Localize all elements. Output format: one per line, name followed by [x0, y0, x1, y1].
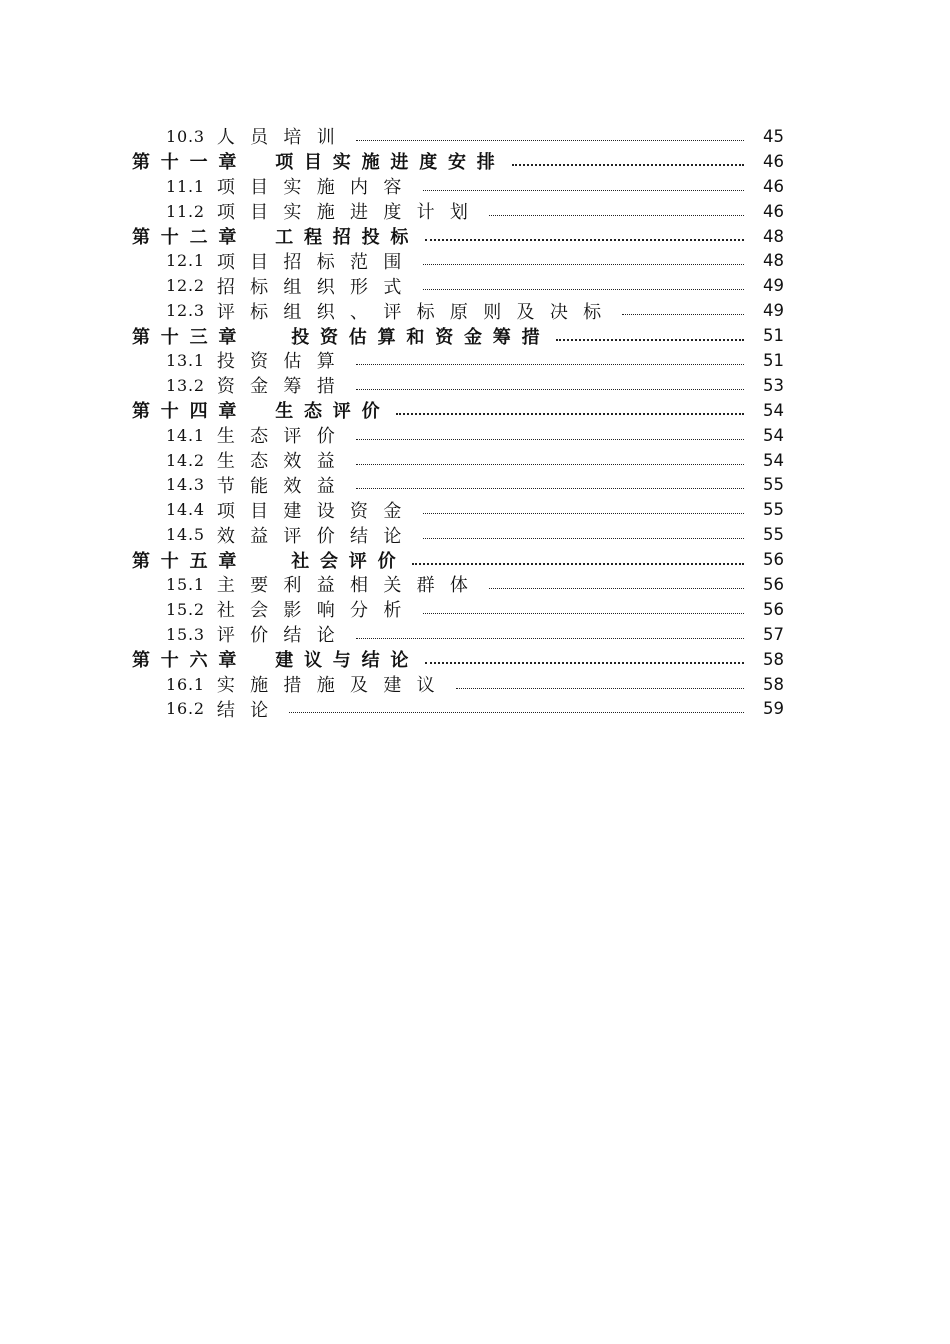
section-number: 11.2: [166, 201, 205, 221]
toc-page-number: 53: [763, 375, 784, 395]
dot-leader: [356, 124, 744, 149]
section-number: 15.2: [166, 599, 205, 619]
toc-page-number: 54: [763, 425, 784, 445]
toc-page-number: 55: [763, 525, 784, 545]
toc-page-number: 56: [763, 550, 784, 570]
toc-entry-text: 投资估算: [216, 351, 351, 373]
toc-entry-text: 项目招标范围: [216, 251, 417, 273]
dot-leader: [423, 497, 744, 522]
toc-entry-title: [132, 149, 506, 174]
toc-entry-title: [166, 174, 417, 199]
toc-entry-title: [166, 298, 616, 323]
toc-entry-title: [166, 622, 350, 647]
toc-entry-title: [166, 448, 350, 473]
chapter-number: 第十六章: [132, 650, 248, 672]
toc-page-number: 46: [763, 201, 784, 221]
toc-page-number: 51: [763, 326, 784, 346]
toc-entry-text: 投资估算和资金筹措: [291, 326, 551, 348]
toc-entry-text: 项目实施进度计划: [216, 202, 484, 224]
toc-entry-title: [132, 547, 406, 572]
dot-leader: [412, 547, 744, 572]
toc-entry-text: 结论: [216, 699, 284, 721]
section-number: 16.1: [166, 674, 205, 694]
toc-entry-title: [132, 323, 550, 348]
toc-section-entry[interactable]: [0, 248, 950, 273]
dot-leader: [556, 323, 744, 348]
section-number: 10.3: [166, 126, 205, 146]
toc-page-number: 48: [763, 226, 784, 246]
dot-leader: [425, 224, 744, 249]
dot-leader: [356, 448, 744, 473]
toc-entry-title: [166, 124, 350, 149]
section-number: 12.3: [166, 301, 205, 321]
section-number: 12.2: [166, 276, 205, 296]
dot-leader: [423, 248, 744, 273]
toc-entry-title: [132, 224, 419, 249]
toc-entry-title: [166, 696, 283, 721]
toc-page-number: 58: [763, 649, 784, 669]
toc-entry-title: [166, 597, 417, 622]
chapter-number: 第十一章: [132, 152, 248, 174]
dot-leader: [456, 672, 744, 697]
section-number: 14.5: [166, 525, 205, 545]
toc-entry-title: [166, 373, 350, 398]
toc-chapter-entry[interactable]: [0, 547, 950, 572]
toc-chapter-entry[interactable]: [0, 224, 950, 249]
toc-entry-text: 评价结论: [216, 625, 351, 647]
toc-section-entry[interactable]: [0, 597, 950, 622]
toc-page-number: 45: [763, 126, 784, 146]
section-number: 13.2: [166, 375, 205, 395]
dot-leader: [512, 149, 744, 174]
toc-entry-title: [166, 472, 350, 497]
dot-leader: [356, 373, 744, 398]
toc-entry-title: [132, 647, 419, 672]
toc-entry-text: 社会评价: [291, 550, 407, 572]
toc-entry-text: 社会影响分析: [216, 600, 417, 622]
chapter-number: 第十三章: [132, 326, 248, 348]
section-number: 16.2: [166, 699, 205, 719]
dot-leader: [356, 348, 744, 373]
dot-leader: [622, 298, 744, 323]
toc-chapter-entry[interactable]: [0, 398, 950, 423]
section-number: 14.1: [166, 425, 205, 445]
toc-entry-text: 资金筹措: [216, 376, 351, 398]
toc-section-entry[interactable]: [0, 298, 950, 323]
section-number: 14.2: [166, 450, 205, 470]
chapter-number: 第十四章: [132, 401, 248, 423]
toc-entry-title: [166, 572, 483, 597]
section-number: 13.1: [166, 350, 205, 370]
toc-page-number: 59: [763, 699, 784, 719]
toc-entry-text: 生态评价: [275, 401, 391, 423]
dot-leader: [423, 597, 744, 622]
dot-leader: [289, 696, 744, 721]
toc-chapter-entry[interactable]: [0, 323, 950, 348]
toc-section-entry[interactable]: [0, 199, 950, 224]
toc-page-number: 51: [763, 350, 784, 370]
toc-section-entry[interactable]: [0, 124, 950, 149]
table-of-contents: [0, 124, 950, 721]
dot-leader: [356, 622, 744, 647]
toc-entry-text: 项目建设资金: [216, 500, 417, 522]
toc-entry-text: 实施措施及建议: [216, 675, 450, 697]
toc-section-entry[interactable]: [0, 696, 950, 721]
dot-leader: [425, 647, 744, 672]
section-number: 14.4: [166, 500, 205, 520]
toc-entry-text: 效益评价结论: [216, 525, 417, 547]
toc-entry-title: [166, 348, 350, 373]
chapter-number: 第十五章: [132, 550, 248, 572]
toc-entry-text: 生态效益: [216, 451, 351, 473]
toc-chapter-entry[interactable]: [0, 149, 950, 174]
toc-page-number: 54: [763, 400, 784, 420]
toc-entry-title: [166, 497, 417, 522]
toc-entry-text: 主要利益相关群体: [216, 575, 484, 597]
toc-page-number: 49: [763, 276, 784, 296]
toc-section-entry[interactable]: [0, 174, 950, 199]
toc-entry-text: 建议与结论: [275, 650, 420, 672]
dot-leader: [423, 522, 744, 547]
section-number: 14.3: [166, 475, 205, 495]
toc-page-number: 55: [763, 500, 784, 520]
toc-entry-title: [166, 248, 417, 273]
toc-section-entry[interactable]: [0, 572, 950, 597]
toc-page-number: 58: [763, 674, 784, 694]
toc-entry-text: 节能效益: [216, 475, 351, 497]
toc-page-number: 55: [763, 475, 784, 495]
toc-entry-title: [166, 273, 417, 298]
toc-page-number: 49: [763, 301, 784, 321]
toc-entry-text: 人员培训: [216, 127, 351, 149]
toc-section-entry[interactable]: [0, 522, 950, 547]
toc-page-number: 56: [763, 574, 784, 594]
toc-section-entry[interactable]: [0, 348, 950, 373]
toc-entry-text: 评标组织、评标原则及决标: [216, 301, 617, 323]
toc-section-entry[interactable]: [0, 622, 950, 647]
section-number: 12.1: [166, 251, 205, 271]
toc-chapter-entry[interactable]: [0, 647, 950, 672]
toc-page-number: 46: [763, 151, 784, 171]
toc-entry-title: [166, 672, 450, 697]
toc-page-number: 57: [763, 624, 784, 644]
toc-page-number: 54: [763, 450, 784, 470]
toc-entry-text: 招标组织形式: [216, 276, 417, 298]
section-number: 11.1: [166, 176, 205, 196]
dot-leader: [489, 572, 744, 597]
toc-page-number: 48: [763, 251, 784, 271]
toc-page-number: 56: [763, 599, 784, 619]
dot-leader: [396, 398, 744, 423]
dot-leader: [423, 273, 744, 298]
dot-leader: [423, 174, 744, 199]
toc-entry-title: [166, 522, 417, 547]
toc-section-entry[interactable]: [0, 672, 950, 697]
chapter-number: 第十二章: [132, 227, 248, 249]
section-number: 15.3: [166, 624, 205, 644]
toc-entry-title: [166, 423, 350, 448]
toc-entry-text: 项目实施内容: [216, 177, 417, 199]
toc-section-entry[interactable]: [0, 448, 950, 473]
toc-section-entry[interactable]: [0, 497, 950, 522]
toc-entry-title: [166, 199, 483, 224]
toc-entry-text: 项目实施进度安排: [275, 152, 506, 174]
dot-leader: [356, 423, 744, 448]
dot-leader: [356, 472, 744, 497]
toc-entry-title: [132, 398, 390, 423]
toc-section-entry[interactable]: [0, 472, 950, 497]
toc-section-entry[interactable]: [0, 423, 950, 448]
toc-entry-text: 生态评价: [216, 426, 351, 448]
section-number: 15.1: [166, 574, 205, 594]
dot-leader: [489, 199, 744, 224]
toc-section-entry[interactable]: [0, 373, 950, 398]
toc-section-entry[interactable]: [0, 273, 950, 298]
toc-page-number: 46: [763, 176, 784, 196]
toc-entry-text: 工程招投标: [275, 227, 420, 249]
